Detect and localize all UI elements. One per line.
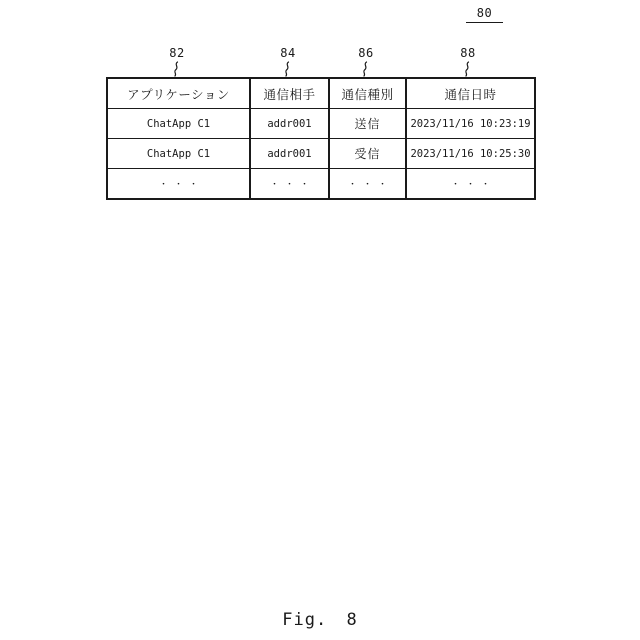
cell-type: 送信 bbox=[329, 109, 406, 139]
column-ref-82: 82 bbox=[169, 46, 185, 60]
cell-application: ChatApp C1 bbox=[107, 109, 250, 139]
col-header-communication-partner: 通信相手 bbox=[250, 78, 329, 109]
cell-ellipsis: ・・・ bbox=[406, 169, 535, 200]
lead-line-squiggle-icon bbox=[360, 61, 370, 77]
column-ref-84: 84 bbox=[280, 46, 296, 60]
column-ref-86: 86 bbox=[358, 46, 374, 60]
cell-datetime: 2023/11/16 10:25:30 bbox=[406, 139, 535, 169]
cell-ellipsis: ・・・ bbox=[329, 169, 406, 200]
cell-ellipsis: ・・・ bbox=[107, 169, 250, 200]
figure-reference-label: 80 bbox=[466, 6, 503, 23]
table-header-row bbox=[107, 78, 535, 109]
cell-partner: addr001 bbox=[250, 139, 329, 169]
cell-application: ChatApp C1 bbox=[107, 139, 250, 169]
table-row-ellipsis bbox=[107, 169, 535, 200]
figure-caption: Fig. 8 bbox=[282, 610, 358, 630]
table-row bbox=[107, 139, 535, 169]
col-header-application: アプリケーション bbox=[107, 78, 250, 109]
col-header-communication-type: 通信種別 bbox=[329, 78, 406, 109]
cell-datetime: 2023/11/16 10:23:19 bbox=[406, 109, 535, 139]
col-header-communication-datetime: 通信日時 bbox=[406, 78, 535, 109]
communication-log-table bbox=[106, 77, 536, 200]
column-ref-88: 88 bbox=[460, 46, 476, 60]
cell-ellipsis: ・・・ bbox=[250, 169, 329, 200]
lead-line-squiggle-icon bbox=[282, 61, 292, 77]
lead-line-squiggle-icon bbox=[462, 61, 472, 77]
lead-line-squiggle-icon bbox=[171, 61, 181, 77]
cell-partner: addr001 bbox=[250, 109, 329, 139]
cell-type: 受信 bbox=[329, 139, 406, 169]
table-row bbox=[107, 109, 535, 139]
